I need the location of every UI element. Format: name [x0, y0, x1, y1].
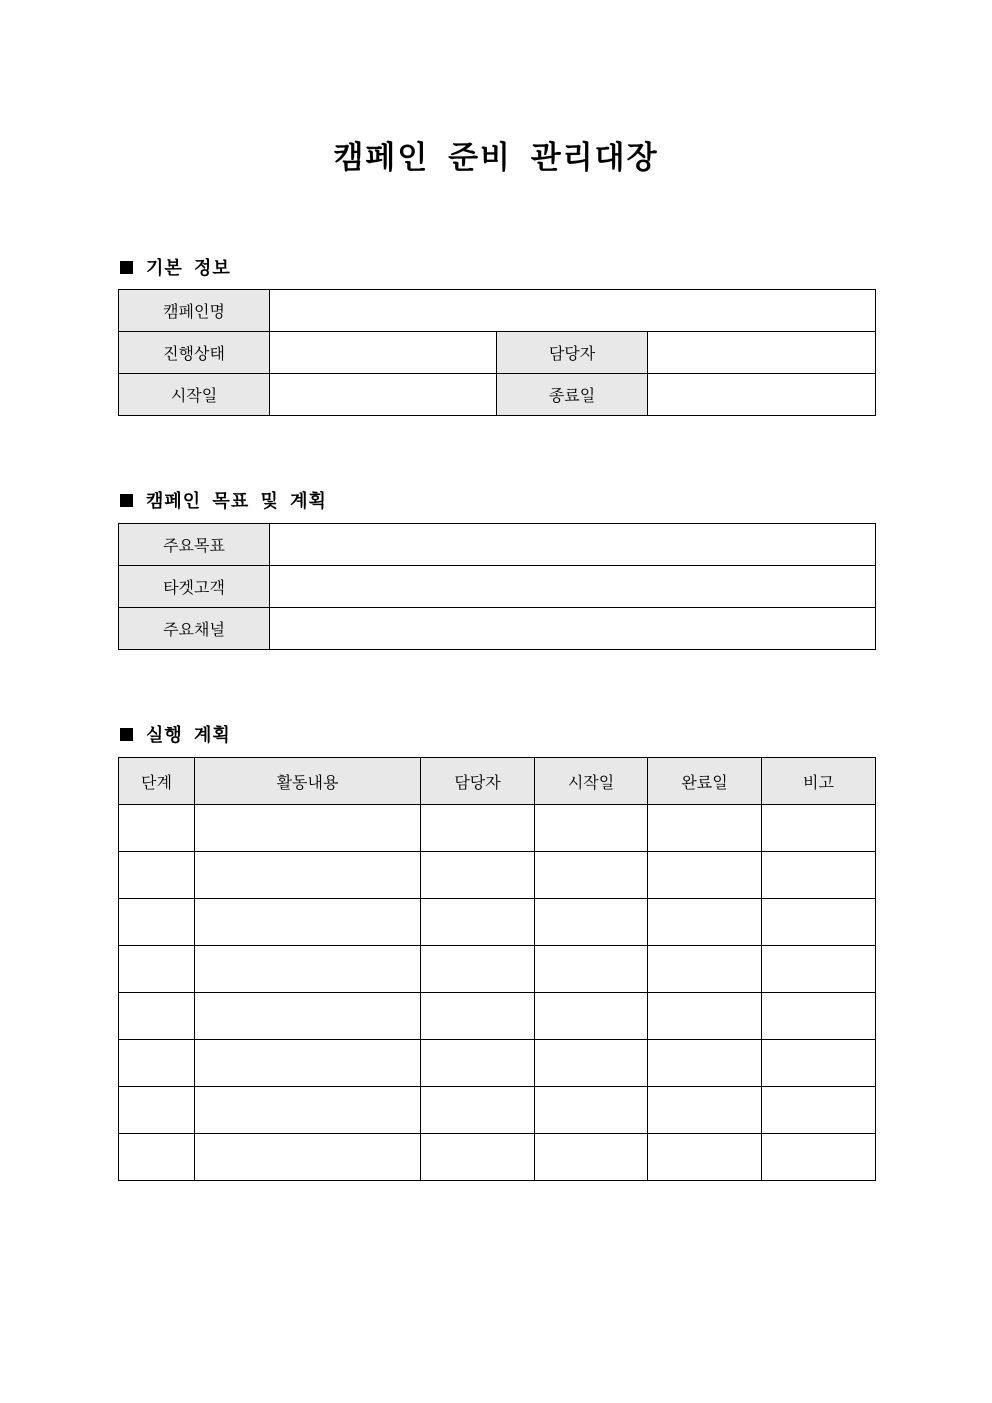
activity-cell[interactable]: [195, 1134, 421, 1181]
square-bullet-icon: [120, 494, 133, 507]
activity-cell[interactable]: [195, 1087, 421, 1134]
section-heading-goals: [120, 487, 327, 513]
column-header-stage: 단계: [119, 758, 195, 805]
start-date-cell[interactable]: [535, 1134, 648, 1181]
start-date-cell[interactable]: [535, 946, 648, 993]
completion-date-cell[interactable]: [648, 852, 762, 899]
owner-cell[interactable]: [421, 805, 535, 852]
activity-cell[interactable]: [195, 946, 421, 993]
table-header-row: [119, 758, 876, 805]
start-date-cell[interactable]: [535, 805, 648, 852]
start-date-cell[interactable]: [535, 852, 648, 899]
owner-cell[interactable]: [421, 899, 535, 946]
owner-cell[interactable]: [421, 1040, 535, 1087]
completion-date-cell[interactable]: [648, 1087, 762, 1134]
section-heading-basic-label: 기본 정보: [146, 258, 231, 279]
owner-cell[interactable]: [421, 946, 535, 993]
remarks-cell[interactable]: [762, 1134, 876, 1181]
owner-field[interactable]: [648, 332, 876, 374]
label-campaign-name: 캠페인명: [119, 290, 270, 332]
label-end-date: 종료일: [497, 374, 648, 416]
page-title: 캠페인 준비 관리대장: [333, 140, 659, 176]
label-owner: 담당자: [497, 332, 648, 374]
table-row: [119, 1040, 876, 1087]
campaign-name-field[interactable]: [270, 290, 876, 332]
label-target-customer: 타겟고객: [119, 566, 270, 608]
stage-cell[interactable]: [119, 1040, 195, 1087]
main-channel-field[interactable]: [270, 608, 876, 650]
table-row: [119, 332, 876, 374]
stage-cell[interactable]: [119, 1087, 195, 1134]
label-start-date: 시작일: [119, 374, 270, 416]
main-goal-field[interactable]: [270, 524, 876, 566]
column-header-owner: 담당자: [421, 758, 535, 805]
table-row: [119, 993, 876, 1040]
stage-cell[interactable]: [119, 805, 195, 852]
status-field[interactable]: [270, 332, 497, 374]
table-row: [119, 566, 876, 608]
column-header-activity: 활동내용: [195, 758, 421, 805]
column-header-remarks: 비고: [762, 758, 876, 805]
activity-cell[interactable]: [195, 805, 421, 852]
remarks-cell[interactable]: [762, 899, 876, 946]
section-heading-goals-label: 캠페인 목표 및 계획: [146, 491, 327, 512]
table-row: [119, 290, 876, 332]
remarks-cell[interactable]: [762, 805, 876, 852]
activity-cell[interactable]: [195, 899, 421, 946]
column-header-start-date: 시작일: [535, 758, 648, 805]
label-main-goal: 주요목표: [119, 524, 270, 566]
completion-date-cell[interactable]: [648, 993, 762, 1040]
label-status: 진행상태: [119, 332, 270, 374]
table-row: [119, 1087, 876, 1134]
stage-cell[interactable]: [119, 946, 195, 993]
table-row: [119, 524, 876, 566]
end-date-field[interactable]: [648, 374, 876, 416]
stage-cell[interactable]: [119, 1134, 195, 1181]
remarks-cell[interactable]: [762, 852, 876, 899]
table-row: [119, 805, 876, 852]
remarks-cell[interactable]: [762, 1087, 876, 1134]
section-heading-execution-label: 실행 계획: [146, 725, 231, 746]
completion-date-cell[interactable]: [648, 1134, 762, 1181]
section-heading-basic: [120, 254, 231, 280]
completion-date-cell[interactable]: [648, 899, 762, 946]
owner-cell[interactable]: [421, 852, 535, 899]
completion-date-cell[interactable]: [648, 946, 762, 993]
table-row: [119, 608, 876, 650]
stage-cell[interactable]: [119, 993, 195, 1040]
table-row: [119, 374, 876, 416]
execution-plan-table: [118, 757, 876, 1181]
table-row: [119, 852, 876, 899]
basic-info-table: [118, 289, 876, 416]
target-customer-field[interactable]: [270, 566, 876, 608]
activity-cell[interactable]: [195, 1040, 421, 1087]
table-row: [119, 946, 876, 993]
table-row: [119, 1134, 876, 1181]
start-date-cell[interactable]: [535, 993, 648, 1040]
label-main-channel: 주요채널: [119, 608, 270, 650]
remarks-cell[interactable]: [762, 993, 876, 1040]
remarks-cell[interactable]: [762, 1040, 876, 1087]
start-date-cell[interactable]: [535, 1087, 648, 1134]
goals-table: [118, 523, 876, 650]
remarks-cell[interactable]: [762, 946, 876, 993]
owner-cell[interactable]: [421, 1087, 535, 1134]
activity-cell[interactable]: [195, 852, 421, 899]
activity-cell[interactable]: [195, 993, 421, 1040]
owner-cell[interactable]: [421, 1134, 535, 1181]
table-row: [119, 899, 876, 946]
start-date-field[interactable]: [270, 374, 497, 416]
owner-cell[interactable]: [421, 993, 535, 1040]
completion-date-cell[interactable]: [648, 805, 762, 852]
square-bullet-icon: [120, 261, 133, 274]
stage-cell[interactable]: [119, 899, 195, 946]
section-heading-execution: [120, 721, 231, 747]
square-bullet-icon: [120, 728, 133, 741]
start-date-cell[interactable]: [535, 899, 648, 946]
start-date-cell[interactable]: [535, 1040, 648, 1087]
stage-cell[interactable]: [119, 852, 195, 899]
column-header-completion-date: 완료일: [648, 758, 762, 805]
completion-date-cell[interactable]: [648, 1040, 762, 1087]
